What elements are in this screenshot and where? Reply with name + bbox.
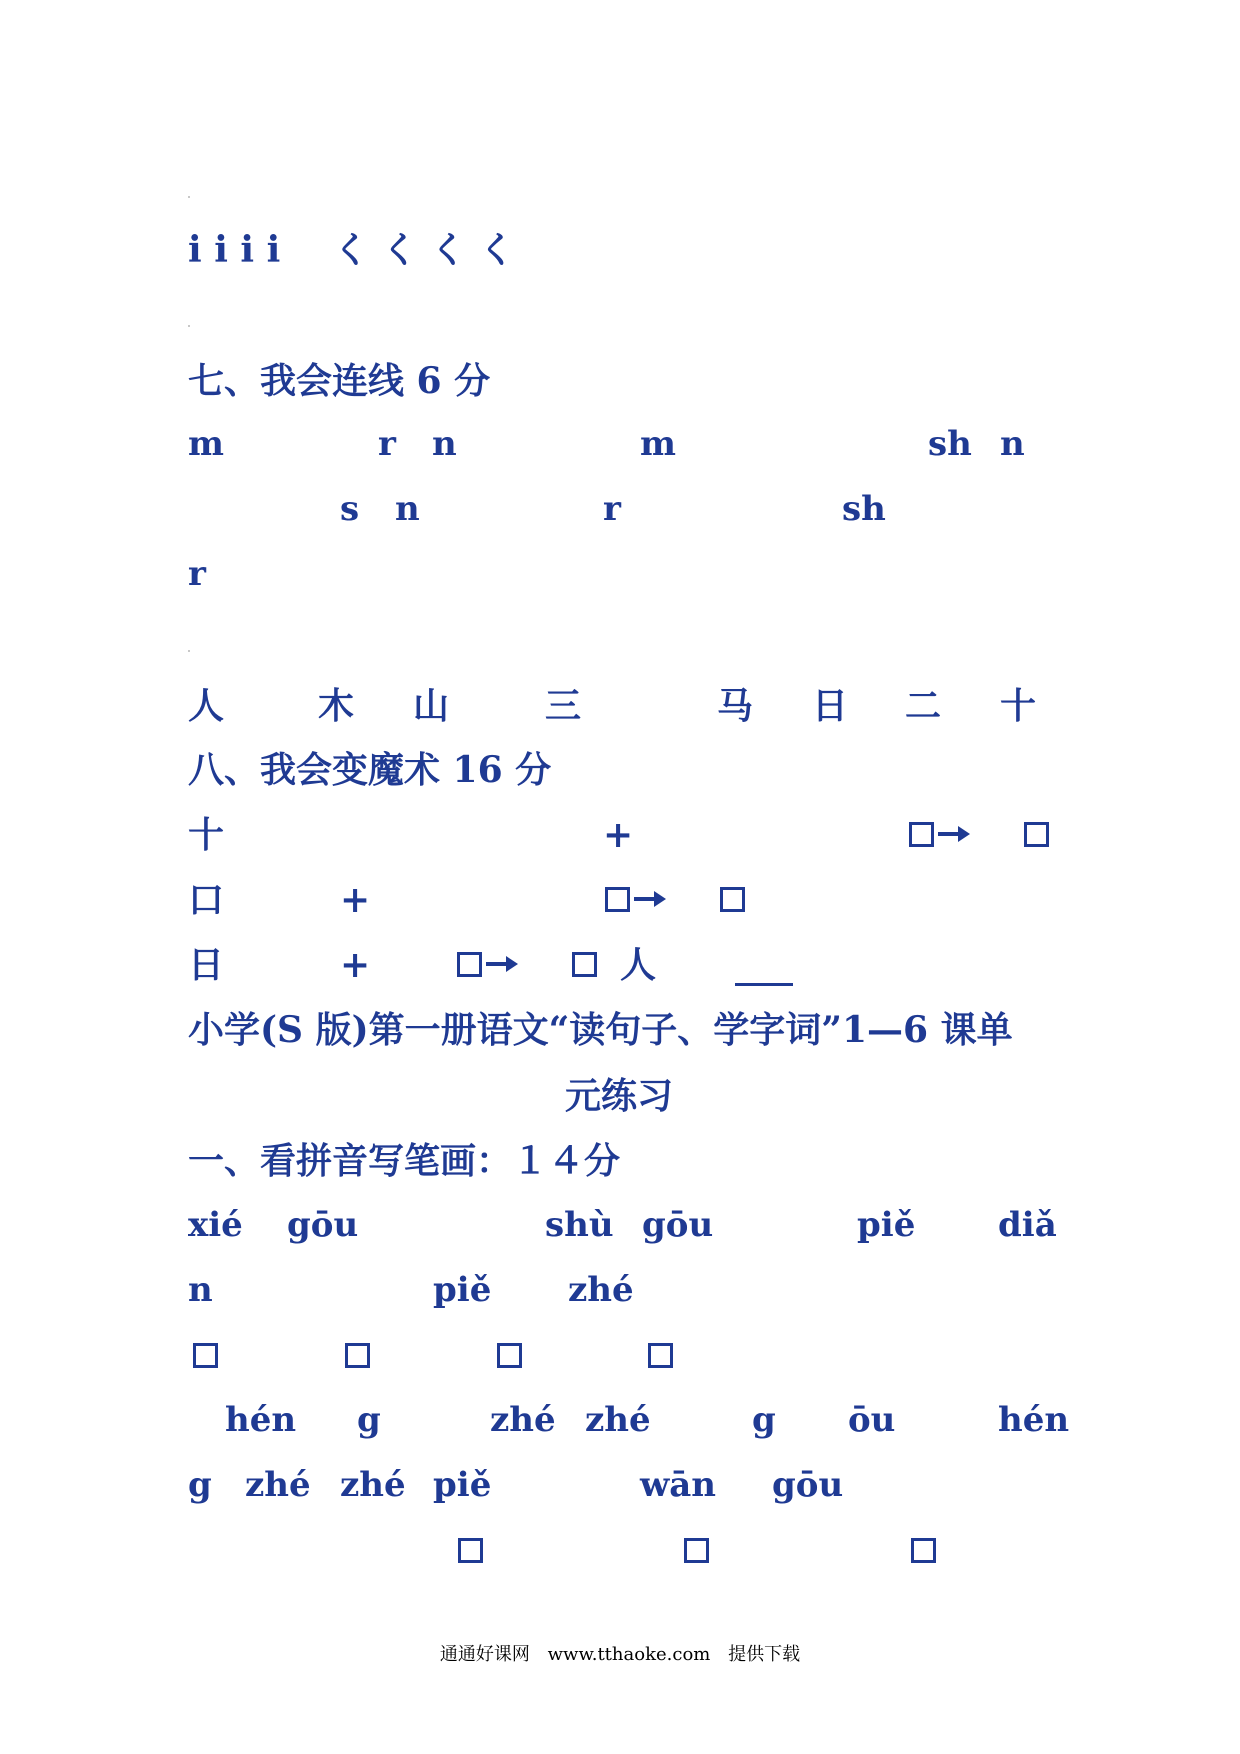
hanzi-char: 人 bbox=[188, 685, 225, 727]
hanzi-char: 三 bbox=[545, 685, 582, 727]
answer-box[interactable] bbox=[193, 1343, 218, 1368]
pinyin-initial: m bbox=[188, 424, 224, 464]
pinyin-initial: s bbox=[340, 489, 360, 529]
pinyin: gōu bbox=[287, 1205, 359, 1245]
answer-box[interactable] bbox=[458, 1538, 483, 1563]
answer-box[interactable] bbox=[1024, 822, 1049, 847]
pinyin: gōu bbox=[642, 1205, 714, 1245]
stroke-ku-row: く く く く bbox=[333, 229, 515, 271]
pinyin-initial: n bbox=[395, 489, 420, 529]
scan-dot bbox=[188, 650, 190, 652]
pinyin: g bbox=[188, 1465, 212, 1505]
pinyin: diǎ bbox=[998, 1205, 1057, 1245]
footer-provide: 提供下载 bbox=[728, 1644, 801, 1665]
pinyin: ōu bbox=[848, 1400, 896, 1440]
worksheet-heading: 小学(S 版)第一册语文“读句子、学字词”1—6 课单 bbox=[188, 1009, 1013, 1051]
arrow-icon bbox=[486, 962, 508, 966]
footer-url[interactable]: www.tthaoke.com bbox=[547, 1644, 711, 1665]
pinyin: shù bbox=[545, 1205, 614, 1245]
answer-box[interactable] bbox=[605, 887, 630, 912]
hanzi-char: 木 bbox=[318, 685, 355, 727]
pinyin: hén bbox=[998, 1400, 1070, 1440]
answer-box[interactable] bbox=[720, 887, 745, 912]
pinyin: zhé bbox=[490, 1400, 556, 1440]
hanzi-char: 日 bbox=[188, 944, 225, 986]
pinyin: g bbox=[752, 1400, 776, 1440]
answer-box[interactable] bbox=[497, 1343, 522, 1368]
plus-sign: + bbox=[340, 944, 371, 986]
pinyin-initial: r bbox=[378, 424, 396, 464]
answer-box[interactable] bbox=[648, 1343, 673, 1368]
hanzi-char: 人 bbox=[620, 944, 657, 986]
arrow-icon bbox=[634, 897, 656, 901]
pinyin: zhé bbox=[340, 1465, 406, 1505]
answer-box[interactable] bbox=[909, 822, 934, 847]
pinyin: g bbox=[357, 1400, 381, 1440]
pinyin: piě bbox=[433, 1270, 492, 1310]
pinyin: n bbox=[188, 1270, 213, 1310]
pinyin: zhé bbox=[245, 1465, 311, 1505]
footer bbox=[0, 1640, 1240, 1666]
pinyin-initial: m bbox=[640, 424, 676, 464]
plus-sign: + bbox=[603, 814, 634, 856]
pinyin: wān bbox=[640, 1465, 717, 1505]
pinyin: xié bbox=[188, 1205, 243, 1245]
footer-site-name: 通通好课网 bbox=[439, 1644, 530, 1665]
hanzi-char: 二 bbox=[905, 685, 942, 727]
pinyin-initial: sh bbox=[928, 424, 972, 464]
pinyin-initial: r bbox=[188, 554, 206, 594]
answer-box[interactable] bbox=[572, 952, 597, 977]
answer-box[interactable] bbox=[684, 1538, 709, 1563]
pinyin: piě bbox=[857, 1205, 916, 1245]
worksheet-heading-cont: 元练习 bbox=[565, 1075, 674, 1117]
pinyin: piě bbox=[433, 1465, 492, 1505]
answer-blank[interactable] bbox=[735, 983, 793, 986]
answer-box[interactable] bbox=[345, 1343, 370, 1368]
section-8-title: 八、我会变魔术 16 分 bbox=[188, 749, 552, 791]
pinyin-initial: n bbox=[432, 424, 457, 464]
plus-sign: + bbox=[340, 879, 371, 921]
arrow-icon bbox=[938, 832, 960, 836]
hanzi-char: 十 bbox=[188, 814, 225, 856]
pinyin: gōu bbox=[772, 1465, 844, 1505]
answer-box[interactable] bbox=[911, 1538, 936, 1563]
pinyin: hén bbox=[225, 1400, 297, 1440]
pinyin-initial: sh bbox=[842, 489, 886, 529]
section-7-title: 七、我会连线 6 分 bbox=[188, 360, 491, 402]
hanzi-char: 日 bbox=[812, 685, 849, 727]
section-1-title: 一、看拼音写笔画：１４分 bbox=[188, 1140, 621, 1182]
scan-dot bbox=[188, 325, 190, 327]
hanzi-char: 马 bbox=[717, 685, 754, 727]
hanzi-char: 山 bbox=[413, 685, 450, 727]
stroke-i-row: i i i i bbox=[188, 229, 281, 271]
answer-box[interactable] bbox=[457, 952, 482, 977]
pinyin-initial: n bbox=[1000, 424, 1025, 464]
hanzi-char: 十 bbox=[1000, 685, 1037, 727]
pinyin: zhé bbox=[585, 1400, 651, 1440]
hanzi-char: 口 bbox=[188, 879, 225, 921]
pinyin-initial: r bbox=[603, 489, 621, 529]
pinyin: zhé bbox=[568, 1270, 634, 1310]
scan-dot bbox=[188, 196, 190, 198]
